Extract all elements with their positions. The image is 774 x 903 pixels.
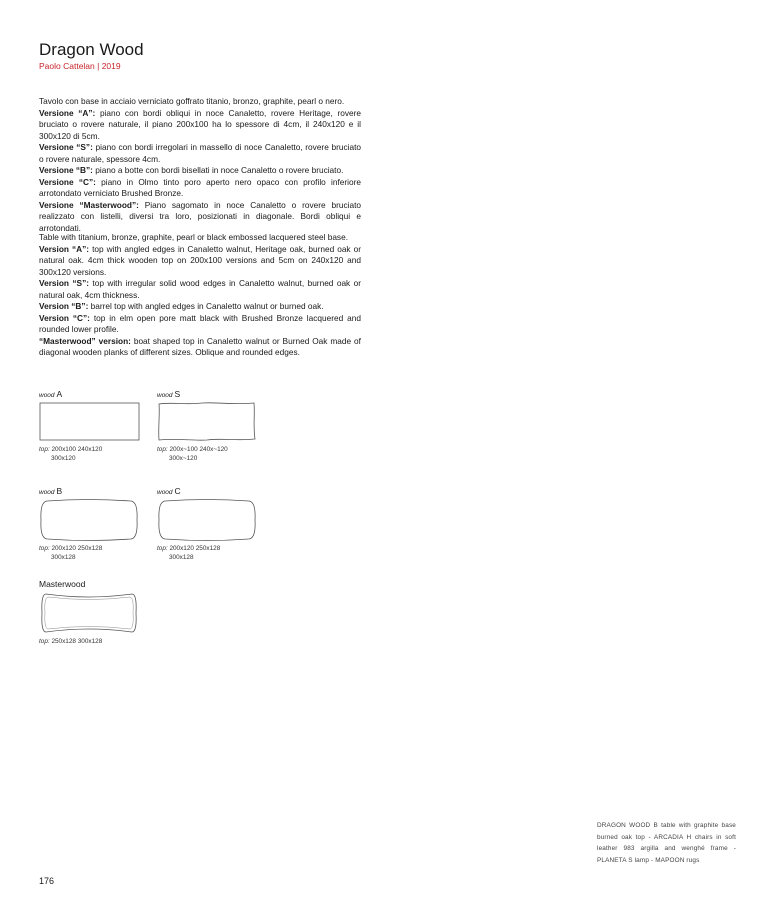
diagram-wood-a	[39, 388, 141, 463]
diagram-wood-s	[157, 388, 257, 463]
table-top-a-outline	[39, 402, 141, 442]
diagram-sizes: top: 250x128 300x128	[39, 638, 103, 645]
table-top-s-outline	[157, 402, 257, 442]
table-top-masterwood-outline	[39, 592, 139, 634]
designer-credit: Paolo Cattelan | 2019	[39, 61, 121, 71]
photo-caption: DRAGON WOOD B table with graphite base burned oak top - ARCADIA H chairs in soft leather 983 argilla and wenghé frame - PLANETA S lamp - MAPOON rugs	[597, 822, 736, 864]
diagram-masterwood	[39, 578, 139, 647]
english-version-c: Version “C”: top in elm open pore matt black with Brushed Bronze lacquered and rounded lower profile.	[39, 312, 361, 334]
english-version-masterwood: “Masterwood” version: boat shaped top in Canaletto walnut or Burned Oak made of diagonal wooden planks of different sizes. Oblique and rounded edges.	[39, 335, 361, 357]
diagram-sizes: top: 200x100 240x120 300x120	[39, 446, 103, 462]
italian-intro: Tavolo con base in acciaio verniciato goffrato titanio, bronzo, graphite, pearl o nero.	[39, 96, 345, 106]
italian-version-c: Versione “C”: piano in Olmo tinto poro aperto nero opaco con profilo inferiore arrotondato verniciato Brushed Bronze.	[39, 176, 361, 198]
diagram-sizes: top: 200x120 250x128 300x128	[39, 545, 103, 561]
italian-version-a: Versione “A”: piano con bordi obliqui in noce Canaletto, rovere Heritage, rovere bruciato o rovere naturale, il piano 200x100 ha lo spessore di 4cm, il 240x120 e il 300x120 di 5cm.	[39, 107, 362, 141]
diagram-label: wood A	[39, 389, 63, 399]
italian-description	[39, 96, 361, 234]
diagram-wood-c	[157, 485, 257, 562]
page-title: Dragon Wood	[39, 40, 144, 59]
italian-version-b: Versione “B”: piano a botte con bordi bisellati in noce Canaletto o rovere bruciato.	[39, 165, 344, 175]
diagram-label: wood B	[39, 486, 63, 496]
table-top-b-outline	[39, 499, 139, 541]
page-number: 176	[39, 876, 55, 886]
diagram-wood-b	[39, 485, 139, 562]
diagram-label: wood C	[157, 486, 181, 496]
diagram-label: Masterwood	[39, 579, 86, 589]
diagram-label: wood S	[157, 389, 181, 399]
table-top-c-outline	[157, 499, 257, 541]
english-description	[39, 232, 361, 359]
diagram-sizes: top: 200x120 250x128 300x128	[157, 545, 221, 561]
english-version-b: Version “B”: barrel top with angled edges in Canaletto walnut or burned oak.	[39, 301, 324, 311]
italian-version-masterwood: Versione “Masterwood”: Piano sagomato in noce Canaletto o rovere bruciato realizzato con listelli, diversi tra loro, posizionati in diagonale. Bordi obliqui e arrotondati.	[39, 199, 361, 233]
english-version-s: Version “S”: top with irregular solid wood edges in Canaletto walnut, burned oak or natural oak, 4cm thickness.	[39, 278, 361, 300]
english-version-a: Version “A”: top with angled edges in Canaletto walnut, Heritage oak, burned oak or natural oak. 4cm thick wooden top on 200x100 versions and 5cm on 240x120 and 300x120 versions.	[39, 243, 361, 277]
english-intro: Table with titanium, bronze, graphite, pearl or black embossed lacquered steel base.	[39, 232, 349, 242]
diagram-sizes: top: 200x~100 240x~120 300x~120	[157, 446, 228, 462]
italian-version-s: Versione “S”: piano con bordi irregolari in massello di noce Canaletto, rovere bruciato o rovere naturale, spessore 4cm.	[39, 142, 361, 164]
